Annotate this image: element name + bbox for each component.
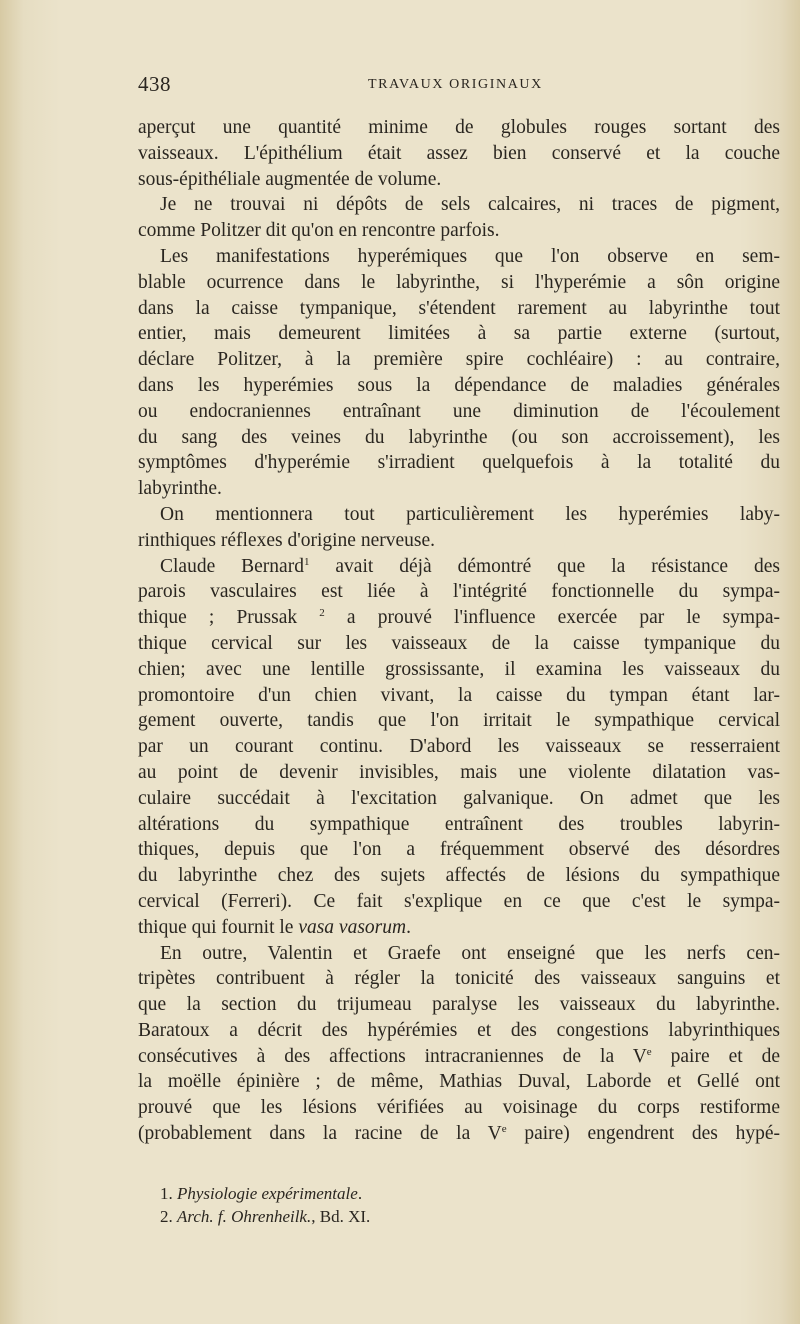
page-number: 438 bbox=[138, 72, 171, 96]
text-run: (probablement dans la racine de la V bbox=[138, 1123, 502, 1145]
text-run: paire et de bbox=[651, 1045, 780, 1067]
text-line: au point de devenir invisibles, mais une violente dilatation vas- bbox=[138, 761, 780, 783]
text-line bbox=[138, 1121, 780, 1147]
footnote-number: 1. bbox=[160, 1184, 173, 1203]
text-line: promontoire d'un chien vivant, la caisse du tympan étant lar- bbox=[138, 684, 780, 706]
text-line: rinthiques réflexes d'origine nerveuse. bbox=[138, 529, 435, 551]
text-run: paire) engendrent des hypé- bbox=[506, 1123, 780, 1145]
text-line: symptômes d'hyperémie s'irradient quelquefois à la totalité du bbox=[138, 452, 780, 474]
italic-term: vasa vasorum bbox=[298, 916, 407, 938]
text-line: par un courant continu. D'abord les vaisseaux se resserraient bbox=[138, 736, 780, 758]
footnote-number: 2. bbox=[160, 1207, 173, 1226]
text-run: thique qui fournit le bbox=[138, 916, 299, 938]
footnote-ref: 1 bbox=[303, 555, 310, 568]
body-text bbox=[138, 115, 780, 1147]
text-line: altérations du sympathique entraînent des troubles labyrin- bbox=[138, 813, 780, 835]
text-line: Baratoux a décrit des hypérémies et des congestions labyrinthiques bbox=[138, 1019, 780, 1041]
text-line: thiques, depuis que l'on a fréquemment observé des désordres bbox=[138, 839, 780, 861]
text-run: thique ; Prussak bbox=[138, 607, 320, 629]
text-line: cervical (Ferreri). Ce fait s'explique en ce que c'est le sympa- bbox=[138, 890, 780, 912]
footnote-2 bbox=[160, 1205, 760, 1228]
text-line: dans les hyperémies sous la dépendance de maladies générales bbox=[138, 374, 780, 396]
superscript: e bbox=[646, 1045, 652, 1058]
text-line bbox=[138, 1044, 780, 1070]
text-run: consécutives à des affections intracraniennes de la V bbox=[138, 1045, 647, 1067]
text-line: entier, mais demeurent limitées à sa partie externe (surtout, bbox=[138, 323, 780, 345]
text-line: gement ouverte, tandis que l'on irritait le sympathique cervical bbox=[138, 710, 780, 732]
text-line: aperçut une quantité minime de globules rouges sortant des bbox=[138, 117, 780, 138]
text-line bbox=[138, 915, 780, 941]
text-run: avait déjà démontré que la résistance des bbox=[309, 555, 780, 577]
text-run: . bbox=[406, 916, 411, 938]
text-line: thique cervical sur les vaisseaux de la caisse tympanique du bbox=[138, 632, 780, 654]
footnote-title: Physiologie expérimentale bbox=[177, 1184, 358, 1203]
superscript: e bbox=[501, 1123, 507, 1136]
footnote-1 bbox=[160, 1182, 760, 1205]
text-line: comme Politzer dit qu'on en rencontre parfois. bbox=[138, 220, 500, 242]
text-line: blable ocurrence dans le labyrinthe, si l'hyperémie a sôn origine bbox=[138, 271, 780, 293]
footnote-rest: , Bd. XI. bbox=[311, 1207, 371, 1226]
footnote-rest: . bbox=[357, 1184, 363, 1203]
text-line: parois vasculaires est liée à l'intégrité fonctionnelle du sympa- bbox=[138, 581, 780, 603]
text-line: On mentionnera tout particulièrement les hyperémies laby- bbox=[160, 503, 780, 525]
footnote-ref: 2 bbox=[319, 607, 325, 620]
text-line: déclare Politzer, à la première spire cochléaire) : au contraire, bbox=[138, 349, 780, 371]
text-line: vaisseaux. L'épithélium était assez bien conservé et la couche bbox=[138, 142, 780, 164]
text-line: que la section du trijumeau paralyse les vaisseaux du labyrinthe. bbox=[138, 994, 780, 1016]
text-line: sous-épithéliale augmentée de volume. bbox=[138, 168, 442, 190]
footnotes bbox=[160, 1182, 760, 1228]
text-line: chien; avec une lentille grossissante, il examina les vaisseaux du bbox=[138, 658, 780, 680]
text-line bbox=[138, 554, 780, 580]
text-line: du sang des veines du labyrinthe (ou son accroissement), les bbox=[138, 426, 780, 448]
running-title: TRAVAUX ORIGINAUX bbox=[368, 77, 543, 92]
text-line: prouvé que les lésions vérifiées au voisinage du corps restiforme bbox=[138, 1097, 780, 1119]
text-line: tripètes contribuent à régler la tonicité des vaisseaux sanguins et bbox=[138, 968, 780, 990]
text-line: la moëlle épinière ; de même, Mathias Duval, Laborde et Gellé ont bbox=[138, 1071, 780, 1093]
text-run: a prouvé l'influence exercée par le sympa- bbox=[324, 607, 780, 629]
text-line: dans la caisse tympanique, s'étendent rarement au labyrinthe tout bbox=[138, 297, 780, 319]
text-line: ou endocraniennes entraînant une diminution de l'écoulement bbox=[138, 400, 780, 422]
text-line: Les manifestations hyperémiques que l'on observe en sem- bbox=[160, 245, 780, 267]
text-line bbox=[138, 605, 780, 631]
text-line: culaire succédait à l'excitation galvanique. On admet que les bbox=[138, 787, 780, 809]
text-line: En outre, Valentin et Graefe ont enseigné que les nerfs cen- bbox=[160, 942, 780, 964]
footnote-title: Arch. f. Ohrenheilk. bbox=[177, 1207, 312, 1226]
text-line: labyrinthe. bbox=[138, 478, 222, 500]
page-header bbox=[138, 72, 778, 100]
text-line: Je ne trouvai ni dépôts de sels calcaires, ni traces de pigment, bbox=[160, 194, 780, 216]
text-run: Claude Bernard bbox=[160, 555, 304, 577]
text-line: du labyrinthe chez des sujets affectés de lésions du sympathique bbox=[138, 865, 780, 887]
